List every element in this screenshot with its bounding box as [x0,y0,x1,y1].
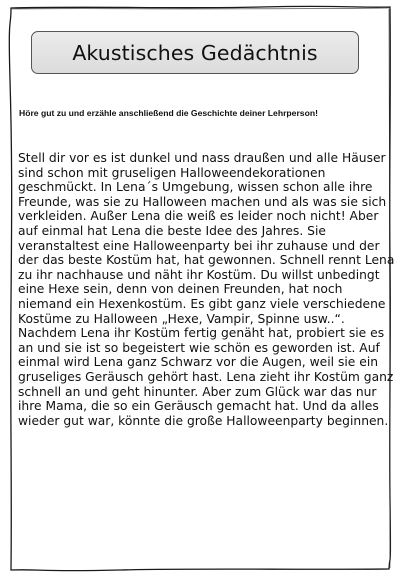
story-line: verkleiden. Außer Lena die weiß es leider noch nicht! Aber [18,209,379,224]
story-line: einmal wird Lena ganz Schwarz vor die Augen, weil sie ein [18,355,379,370]
story-line: eine Hexe sein, denn von deinen Freunden, hat noch [18,282,343,297]
story-line: sind schon mit gruseligen Halloweendekorationen [18,165,326,180]
page-title: Akustisches Gedächtnis [72,40,318,65]
story-line: veranstaltest eine Halloweenparty bei ihr zuhause und der [18,238,380,253]
story-text [18,151,395,428]
story-line: auf einmal hat Lena die beste Idee des Jahres. Sie [18,223,326,238]
story-line: niemand ein Hexenkostüm. Es gibt ganz viele verschiedene [18,296,386,311]
story-line: gruseliges Geräusch gehört hast. Lena zieht ihr Kostüm ganz [18,369,394,384]
instruction-text: Höre gut zu und erzähle anschließend die Geschichte deiner Lehrperson! [19,108,318,118]
story-line: ihre Mama, die so ein Geräusch gemacht hat. Und da alles [18,399,379,414]
story-line: an und sie ist so begeistert wie schön es geworden ist. Auf [18,340,380,355]
story-line: Freunde, was sie zu Halloween machen und als was sie sich [18,194,387,209]
title-box [31,31,359,74]
story-line: schnell an und geht hinunter. Aber zum Glück war das nur [18,384,377,399]
story-line: Kostüme zu Halloween „Hexe, Vampir, Spinne usw..“. [18,311,345,326]
story-line: geschmückt. In Lena´s Umgebung, wissen schon alle ihre [18,180,373,195]
story-line: zu ihr nachhause und näht ihr Kostüm. Du willst unbedingt [18,267,380,282]
story-line: Nachdem Lena ihr Kostüm fertig genäht hat, probiert sie es [18,326,385,341]
story-line: Stell dir vor es ist dunkel und nass draußen und alle Häuser [18,151,386,165]
story-line: der das beste Kostüm hat, hat gewonnen. Schnell rennt Lena [18,253,395,268]
story-line: wieder gut war, könnte die große Halloweenparty beginnen. [18,413,389,428]
